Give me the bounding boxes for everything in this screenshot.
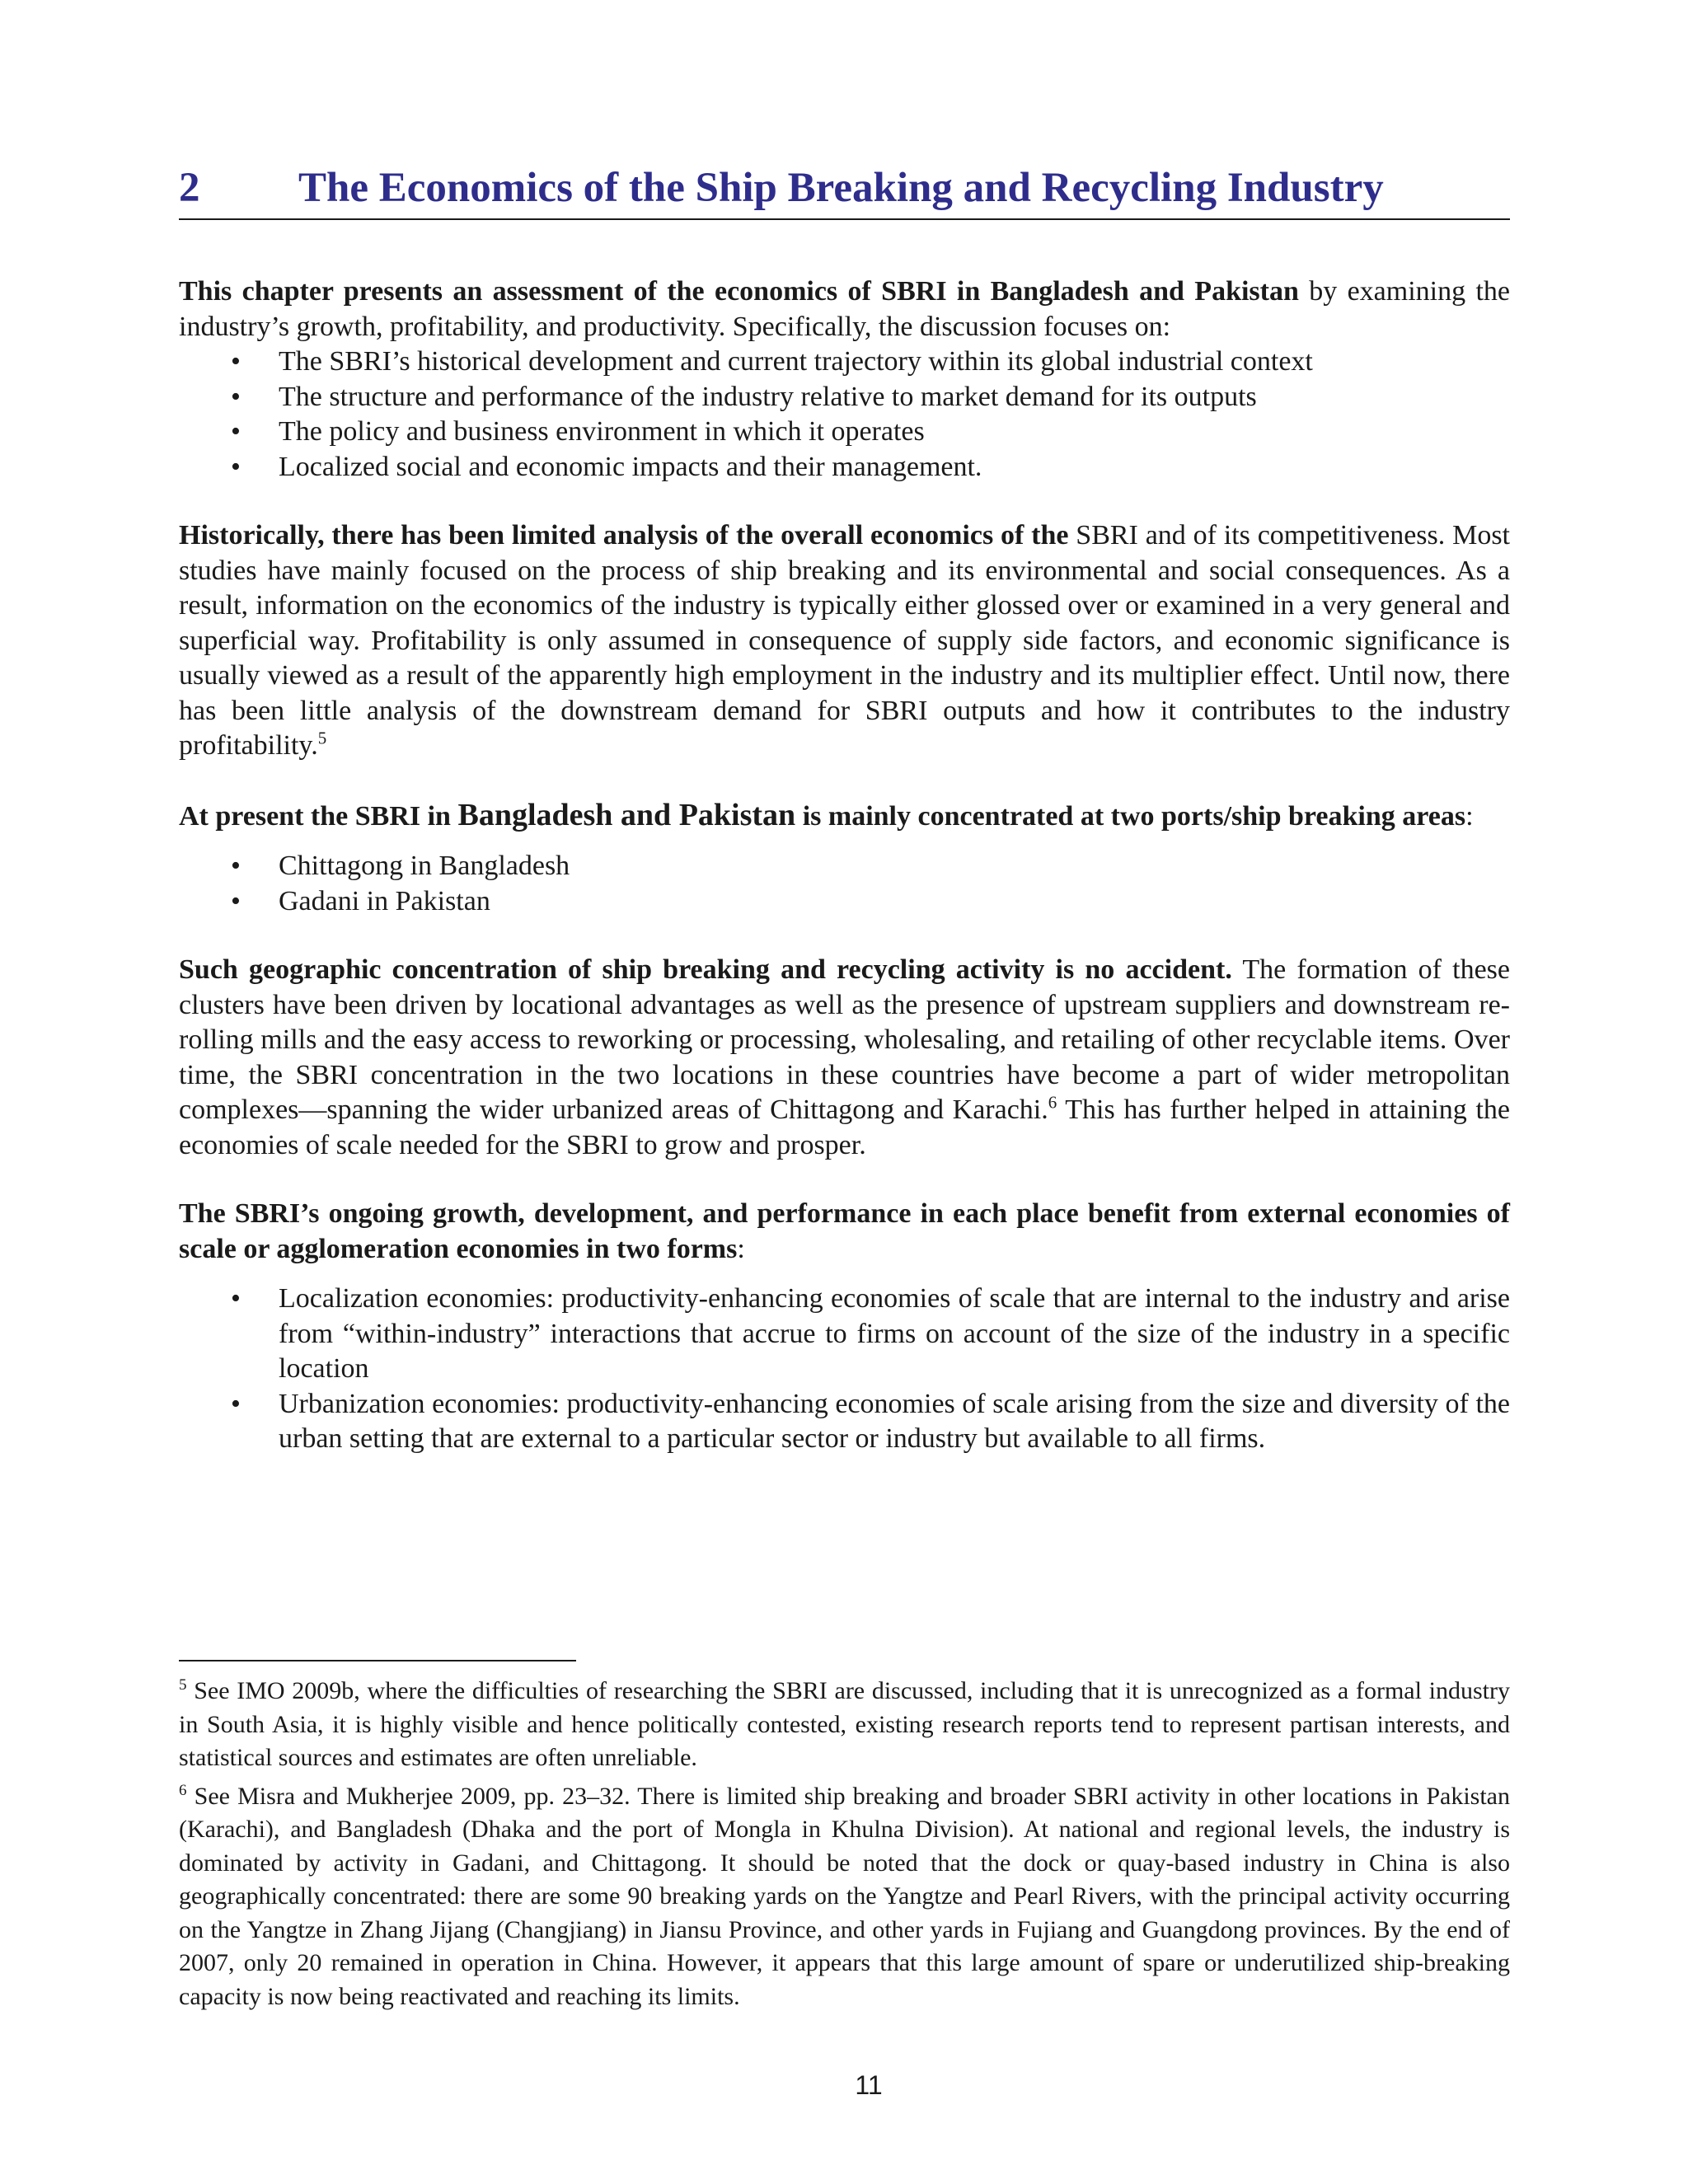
economies-paragraph [179,1197,1510,1267]
history-lead: Historically, there has been limited analysis of the overall economics of the [179,520,1069,551]
geography-text-b: This has further helped in attaining the economies of scale needed for the SBRI to grow and prosper. [179,1094,1510,1160]
footnote-5 [179,1675,1510,1775]
intro-bullet-list [179,344,1510,485]
main-content [179,161,1510,1457]
intro-text: by examining the industry’s growth, profitability, and productivity. Specifically, the discussion focuses on: [179,276,1510,342]
list-item [179,1282,1510,1387]
footnote-text: See IMO 2009b, where the difficulties of researching the SBRI are discussed, including that it is unrecognized as a formal industry in South Asia, it is highly visible and hence politically contested, existing research reports tend to represent partisan interests, and statistical sources and estimates are often unreliable. [179,1677,1510,1771]
economies-colon: : [737,1233,745,1264]
geography-paragraph [179,953,1510,1163]
list-item [179,380,1510,415]
bullet-icon: • [231,1388,241,1419]
present-lead-b: is mainly concentrated at two ports/ship breaking areas [795,800,1466,832]
list-item-text: Localization economies: productivity-enhancing economies of scale that are internal to the industry and arise from “within-industry” interactions that accrue to firms on account of the size of the industry in a specific location [279,1283,1510,1384]
bullet-icon: • [231,346,241,377]
footnote-ref-5: 5 [317,728,327,748]
ports-bullet-list [179,849,1510,919]
chapter-title: The Economics of the Ship Breaking and Recycling Industry [298,165,1384,211]
present-lead-a: At present the SBRI in [179,800,458,832]
page-number: 11 [855,2070,883,2100]
intro-paragraph [179,274,1510,344]
economies-bullet-list [179,1282,1510,1457]
list-item-text: Chittagong in Bangladesh [279,851,570,881]
bullet-icon: • [231,381,241,412]
present-lead-countries: Bangladesh and Pakistan [457,797,796,832]
list-item [179,450,1510,485]
footnote-ref-6: 6 [1048,1092,1057,1113]
list-item [179,884,1510,920]
bullet-icon: • [231,416,241,447]
list-item-text: The structure and performance of the industry relative to market demand for its outputs [279,381,1257,412]
list-item [179,1387,1510,1457]
list-item [179,344,1510,380]
history-text: SBRI and of its competitiveness. Most studies have mainly focused on the process of ship breaking and its environmental and social consequences. As a result, information on the economics of the industry is typically either glossed over or examined in a very general and superficial way. Profitability is only assumed in consequence of supply side factors, and economic significance is usually viewed as a result of the apparently high employment in the industry and its multiplier effect. Until now, there has been little analysis of the downstream demand for SBRI outputs and how it contributes to the industry profitability. [179,520,1510,761]
present-colon: : [1465,800,1474,832]
geography-lead: Such geographic concentration of ship breaking and recycling activity is no accident. [179,954,1232,985]
economies-lead: The SBRI’s ongoing growth, development, and performance in each place benefit from external economies of scale or agglomeration economies in two forms [179,1198,1510,1264]
list-item [179,415,1510,450]
bullet-icon: • [231,851,241,881]
geography-text-a: The formation of these clusters have been driven by locational advantages as well as the presence of upstream suppliers and downstream re-rolling mills and the easy access to reworking or processing, wholesaling, and retailing of other recyclable items. Over time, the SBRI concentration in the two locations in these countries have become a part of wider metropolitan complexes—spanning the wider urbanized areas of Chittagong and Karachi. [179,954,1510,1125]
footnote-divider [179,1660,576,1661]
present-paragraph [179,798,1510,835]
chapter-heading [179,161,1510,220]
list-item-text: Localized social and economic impacts and their management. [279,451,982,482]
bullet-icon: • [231,451,241,482]
footnote-text: See Misra and Mukherjee 2009, pp. 23–32. There is limited ship breaking and broader SBRI activity in other locations in Pakistan (Karachi), and Bangladesh (Dhaka and the port of Mongla in Khulna Division). At national and regional levels, the industry is dominated by activity in Gadani, and Chittagong. It should be noted that the dock or quay-based industry in China is also geographically concentrated: there are some 90 breaking yards on the Yangtze and Pearl Rivers, with the principal activity occurring on the Yangtze in Zhang Jijang (Changjiang) in Jiansu Province, and other yards in Fujiang and Guangdong provinces. By the end of 2007, only 20 remained in operation in China. However, it appears that this large amount of spare or underutilized ship-breaking capacity is now being reactivated and reaching its limits. [179,1782,1510,2010]
footnote-number: 5 [179,1676,187,1694]
intro-lead: This chapter presents an assessment of the economics of SBRI in Bangladesh and Pakistan [179,276,1299,307]
list-item-text: Gadani in Pakistan [279,885,490,916]
chapter-number: 2 [179,165,200,211]
list-item [179,849,1510,884]
footnote-6 [179,1780,1510,2014]
list-item-text: Urbanization economies: productivity-enhancing economies of scale arising from the size and diversity of the urban setting that are external to a particular sector or industry but available to all firms. [279,1388,1510,1454]
bullet-icon: • [231,885,241,916]
list-item-text: The policy and business environment in which it operates [279,416,925,447]
footnote-number: 6 [179,1781,187,1799]
list-item-text: The SBRI’s historical development and current trajectory within its global industrial context [279,346,1313,377]
footnotes [179,1675,1510,2018]
history-paragraph [179,518,1510,764]
bullet-icon: • [231,1283,241,1314]
